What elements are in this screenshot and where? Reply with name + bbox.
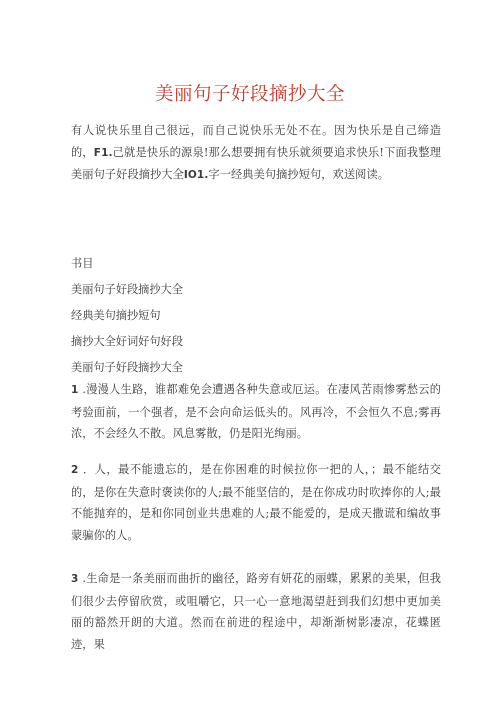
entry-text: .漫漫人生路，谁都难免会遭遇各种失意或厄运。在凄风苦雨惨雾愁云的考验面前，一个强者，是不会向命运低头的。风再冷，不会恒久不息;雾再浓，不会经久不散。风息雾散，仍是阳光绚丽。 — [71, 383, 441, 440]
toc-item: 美丽句子好段摘抄大全 — [71, 361, 183, 374]
entry-paragraph — [71, 379, 441, 445]
toc-item: 经典美句摘抄短句 — [71, 309, 161, 322]
intro-text-1: 有人说快乐里自己很远，而自己说快乐无处不在。因为快乐是自己缔造的， — [71, 124, 441, 159]
toc-heading: 书目 — [71, 257, 94, 270]
entry-number: 2 — [71, 464, 79, 476]
entry-number: 3 — [71, 573, 79, 585]
entry-number: 1 — [71, 384, 79, 396]
entry-paragraph — [71, 459, 441, 546]
entry-text: .生命是一条美丽而曲折的幽径，路旁有妍花的丽蝶，累累的美果，但我们很少去停留欣赏，或咀嚼它，只一心一意地渴望赶到我们幻想中更加美丽的豁然开朗的大道。然而在前进的程途中，却渐渐树影凄凉，花蝶匿迹，果 — [71, 572, 441, 651]
toc-item: 摘抄大全好词好句好段 — [71, 335, 183, 348]
intro-bold-1: F1. — [93, 146, 113, 159]
toc-item: 美丽句子好段摘抄大全 — [71, 283, 183, 296]
entry-paragraph — [71, 568, 441, 655]
document-title: 美丽句子好段摘抄大全 — [154, 84, 345, 105]
intro-bold-2: IO1. — [183, 169, 209, 181]
entry-text: ．人，最不能遗忘的，是在你困难的时候拉你一把的人，；最不能结交的，是你在失意时褒读你的人;最不能坚信的，是在你成功时吹捧你的人;最不能抛弃的，是和你同创业共患难的人;最不能爱的，是成天撒谎和编故事蒙骗你的人。 — [71, 463, 441, 542]
intro-text-3: 字一经典美句摘抄短句，欢送阅读。 — [208, 168, 390, 181]
intro-text-2: 己就是快乐的源泉!那么想要拥有快乐就须要追求快乐!下面我整理美丽句子好段摘抄大全 — [71, 145, 441, 181]
intro-paragraph — [71, 120, 441, 187]
